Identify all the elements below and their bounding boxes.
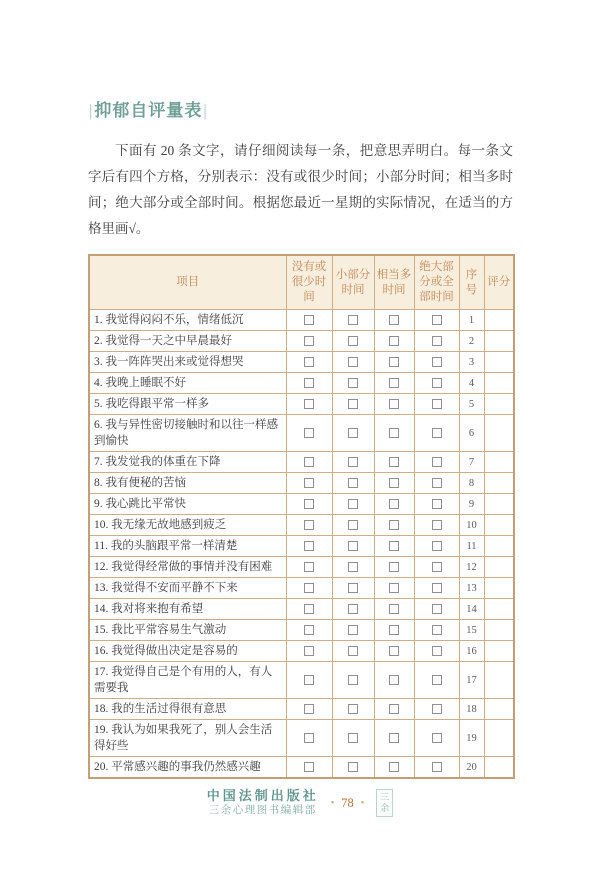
checkbox[interactable] [304, 315, 314, 325]
option-cell[interactable] [374, 578, 414, 599]
row-seq: 4 [459, 373, 484, 394]
table-row [89, 536, 514, 557]
checkbox[interactable] [389, 604, 399, 614]
option-cell[interactable] [286, 699, 332, 720]
checkbox[interactable] [432, 399, 442, 409]
checkbox[interactable] [432, 478, 442, 488]
page-number-right-dot: • [360, 797, 365, 809]
table-row [89, 352, 514, 373]
checkbox[interactable] [304, 646, 314, 656]
survey-table-body [89, 310, 514, 779]
row-score [484, 599, 514, 620]
option-cell[interactable] [414, 494, 459, 515]
item-text: 16. 我觉得做出决定是容易的 [89, 641, 286, 662]
checkbox[interactable] [432, 583, 442, 593]
option-cell[interactable] [286, 373, 332, 394]
publisher-name: 中国法制出版社 [206, 788, 319, 803]
option-cell[interactable] [286, 494, 332, 515]
table-row [89, 641, 514, 662]
table-row [89, 494, 514, 515]
row-seq: 20 [459, 757, 484, 779]
checkbox[interactable] [348, 583, 358, 593]
option-cell[interactable] [374, 452, 414, 473]
checkbox[interactable] [389, 357, 399, 367]
option-cell[interactable] [332, 620, 374, 641]
row-seq: 3 [459, 352, 484, 373]
checkbox[interactable] [389, 675, 399, 685]
option-cell[interactable] [374, 620, 414, 641]
row-seq: 13 [459, 578, 484, 599]
row-score [484, 536, 514, 557]
item-text: 1. 我觉得闷闷不乐，情绪低沉 [89, 310, 286, 331]
option-cell[interactable] [286, 515, 332, 536]
column-header-5: 序号 [459, 255, 484, 310]
option-cell[interactable] [332, 331, 374, 352]
checkbox[interactable] [432, 428, 442, 438]
option-cell[interactable] [332, 373, 374, 394]
checkbox[interactable] [389, 457, 399, 467]
row-seq: 7 [459, 452, 484, 473]
checkbox[interactable] [348, 428, 358, 438]
table-row [89, 578, 514, 599]
option-cell[interactable] [374, 373, 414, 394]
checkbox[interactable] [348, 378, 358, 388]
option-cell[interactable] [374, 473, 414, 494]
item-text: 18. 我的生活过得很有意思 [89, 699, 286, 720]
checkbox[interactable] [348, 499, 358, 509]
checkbox[interactable] [389, 583, 399, 593]
checkbox[interactable] [432, 604, 442, 614]
option-cell[interactable] [332, 310, 374, 331]
checkbox[interactable] [348, 336, 358, 346]
option-cell[interactable] [332, 720, 374, 757]
table-row [89, 473, 514, 494]
checkbox[interactable] [348, 315, 358, 325]
item-text: 14. 我对将来抱有希望 [89, 599, 286, 620]
checkbox[interactable] [304, 562, 314, 572]
row-seq: 8 [459, 473, 484, 494]
checkbox[interactable] [348, 399, 358, 409]
option-cell[interactable] [374, 720, 414, 757]
table-row [89, 452, 514, 473]
item-text: 3. 我一阵阵哭出来或觉得想哭 [89, 352, 286, 373]
survey-table [88, 254, 515, 779]
checkbox[interactable] [348, 625, 358, 635]
checkbox[interactable] [348, 357, 358, 367]
option-cell[interactable] [332, 699, 374, 720]
row-score [484, 352, 514, 373]
checkbox[interactable] [432, 336, 442, 346]
checkbox[interactable] [348, 704, 358, 714]
checkbox[interactable] [389, 541, 399, 551]
option-cell[interactable] [332, 473, 374, 494]
option-cell[interactable] [414, 415, 459, 452]
checkbox[interactable] [348, 457, 358, 467]
table-row [89, 757, 514, 779]
checkbox[interactable] [304, 675, 314, 685]
item-text: 5. 我吃得跟平常一样多 [89, 394, 286, 415]
option-cell[interactable] [332, 599, 374, 620]
page-footer [0, 788, 600, 818]
table-row [89, 720, 514, 757]
option-cell[interactable] [286, 757, 332, 779]
option-cell[interactable] [374, 494, 414, 515]
option-cell[interactable] [414, 515, 459, 536]
option-cell[interactable] [332, 352, 374, 373]
row-score [484, 415, 514, 452]
column-header-4: 绝大部分或全部时间 [414, 255, 459, 310]
checkbox[interactable] [304, 336, 314, 346]
checkbox[interactable] [348, 733, 358, 743]
option-cell[interactable] [414, 699, 459, 720]
item-text: 19. 我认为如果我死了，别人会生活得好些 [89, 720, 286, 757]
option-cell[interactable] [374, 394, 414, 415]
row-seq: 15 [459, 620, 484, 641]
checkbox[interactable] [348, 646, 358, 656]
option-cell[interactable] [414, 373, 459, 394]
option-cell[interactable] [286, 473, 332, 494]
checkbox[interactable] [432, 704, 442, 714]
checkbox[interactable] [304, 583, 314, 593]
item-text: 12. 我觉得经常做的事情并没有困难 [89, 557, 286, 578]
seal-bottom-char: 余 [380, 803, 390, 813]
item-text: 7. 我发觉我的体重在下降 [89, 452, 286, 473]
option-cell[interactable] [332, 662, 374, 699]
row-score [484, 310, 514, 331]
table-row [89, 310, 514, 331]
option-cell[interactable] [414, 557, 459, 578]
row-score [484, 473, 514, 494]
table-row [89, 557, 514, 578]
checkbox[interactable] [389, 428, 399, 438]
item-text: 17. 我觉得自己是个有用的人，有人需要我 [89, 662, 286, 699]
row-score [484, 578, 514, 599]
checkbox[interactable] [304, 357, 314, 367]
item-text: 10. 我无缘无故地感到疲乏 [89, 515, 286, 536]
option-cell[interactable] [286, 415, 332, 452]
checkbox[interactable] [348, 762, 358, 772]
page-content [88, 96, 513, 779]
checkbox[interactable] [432, 520, 442, 530]
checkbox[interactable] [389, 399, 399, 409]
column-header-3: 相当多时间 [374, 255, 414, 310]
table-row [89, 331, 514, 352]
checkbox[interactable] [389, 478, 399, 488]
option-cell[interactable] [332, 578, 374, 599]
option-cell[interactable] [414, 352, 459, 373]
page-number-left-dot: • [330, 797, 335, 809]
row-score [484, 641, 514, 662]
option-cell[interactable] [414, 620, 459, 641]
page-title-text: 抑郁自评量表 [94, 101, 203, 120]
row-seq: 18 [459, 699, 484, 720]
checkbox[interactable] [304, 457, 314, 467]
checkbox[interactable] [432, 733, 442, 743]
checkbox[interactable] [304, 399, 314, 409]
option-cell[interactable] [286, 352, 332, 373]
checkbox[interactable] [432, 762, 442, 772]
checkbox[interactable] [304, 499, 314, 509]
option-cell[interactable] [332, 557, 374, 578]
row-score [484, 699, 514, 720]
checkbox[interactable] [432, 378, 442, 388]
checkbox[interactable] [389, 499, 399, 509]
item-text: 11. 我的头脑跟平常一样清楚 [89, 536, 286, 557]
checkbox[interactable] [304, 478, 314, 488]
option-cell[interactable] [286, 720, 332, 757]
table-row [89, 515, 514, 536]
option-cell[interactable] [286, 620, 332, 641]
row-seq: 9 [459, 494, 484, 515]
option-cell[interactable] [332, 494, 374, 515]
option-cell[interactable] [374, 352, 414, 373]
option-cell[interactable] [414, 452, 459, 473]
item-text: 20. 平常感兴趣的事我仍然感兴趣 [89, 757, 286, 779]
option-cell[interactable] [332, 394, 374, 415]
row-score [484, 452, 514, 473]
row-seq: 10 [459, 515, 484, 536]
checkbox[interactable] [432, 457, 442, 467]
row-seq: 16 [459, 641, 484, 662]
checkbox[interactable] [348, 478, 358, 488]
option-cell[interactable] [374, 310, 414, 331]
table-row [89, 415, 514, 452]
option-cell[interactable] [332, 452, 374, 473]
survey-table-head [89, 255, 514, 310]
checkbox[interactable] [389, 762, 399, 772]
option-cell[interactable] [374, 641, 414, 662]
option-cell[interactable] [374, 662, 414, 699]
checkbox[interactable] [304, 733, 314, 743]
title-right-bar: | [203, 101, 208, 120]
publisher-seal [376, 789, 393, 817]
row-score [484, 720, 514, 757]
row-score [484, 494, 514, 515]
option-cell[interactable] [286, 578, 332, 599]
checkbox[interactable] [304, 378, 314, 388]
option-cell[interactable] [374, 557, 414, 578]
checkbox[interactable] [389, 646, 399, 656]
row-score [484, 394, 514, 415]
checkbox[interactable] [348, 604, 358, 614]
checkbox[interactable] [304, 762, 314, 772]
option-cell[interactable] [332, 641, 374, 662]
option-cell[interactable] [414, 757, 459, 779]
row-seq: 5 [459, 394, 484, 415]
option-cell[interactable] [374, 757, 414, 779]
option-cell[interactable] [414, 331, 459, 352]
checkbox[interactable] [304, 625, 314, 635]
option-cell[interactable] [286, 452, 332, 473]
page-number-group [331, 796, 365, 811]
row-score [484, 757, 514, 779]
checkbox[interactable] [389, 704, 399, 714]
checkbox[interactable] [432, 625, 442, 635]
option-cell[interactable] [286, 536, 332, 557]
option-cell[interactable] [414, 641, 459, 662]
row-seq: 12 [459, 557, 484, 578]
row-seq: 2 [459, 331, 484, 352]
option-cell[interactable] [286, 599, 332, 620]
page-title [88, 96, 513, 121]
option-cell[interactable] [286, 394, 332, 415]
row-seq: 19 [459, 720, 484, 757]
table-row [89, 699, 514, 720]
checkbox[interactable] [348, 562, 358, 572]
item-text: 8. 我有便秘的苦恼 [89, 473, 286, 494]
instructions-paragraph: 下面有 20 条文字，请仔细阅读每一条，把意思弄明白。每一条文字后有四个方格，分别表示：没有或很少时间；小部分时间；相当多时间；绝大部分或全部时间。根据您最近一星期的实际情况，在适当的方格里画√。 [88, 143, 513, 236]
column-header-2: 小部分时间 [332, 255, 374, 310]
option-cell[interactable] [286, 557, 332, 578]
checkbox[interactable] [432, 315, 442, 325]
table-row [89, 373, 514, 394]
option-cell[interactable] [414, 473, 459, 494]
checkbox[interactable] [389, 520, 399, 530]
column-header-1: 没有或很少时间 [286, 255, 332, 310]
option-cell[interactable] [332, 415, 374, 452]
row-score [484, 557, 514, 578]
checkbox[interactable] [389, 733, 399, 743]
row-seq: 14 [459, 599, 484, 620]
publisher-block [207, 788, 319, 818]
checkbox[interactable] [432, 541, 442, 551]
table-row [89, 394, 514, 415]
row-score [484, 620, 514, 641]
row-seq: 17 [459, 662, 484, 699]
checkbox[interactable] [304, 520, 314, 530]
option-cell[interactable] [414, 599, 459, 620]
column-header-6: 评分 [484, 255, 514, 310]
row-score [484, 373, 514, 394]
item-text: 9. 我心跳比平常快 [89, 494, 286, 515]
option-cell[interactable] [374, 699, 414, 720]
option-cell[interactable] [332, 536, 374, 557]
option-cell[interactable] [286, 662, 332, 699]
publisher-department: 三余心理图书编辑部 [208, 805, 317, 816]
option-cell[interactable] [374, 415, 414, 452]
title-left-bar: | [89, 101, 94, 120]
checkbox[interactable] [432, 675, 442, 685]
option-cell[interactable] [332, 757, 374, 779]
table-row [89, 620, 514, 641]
checkbox[interactable] [304, 704, 314, 714]
checkbox[interactable] [348, 520, 358, 530]
row-seq: 1 [459, 310, 484, 331]
item-text: 15. 我比平常容易生气激动 [89, 620, 286, 641]
header-row [89, 255, 514, 310]
row-seq: 6 [459, 415, 484, 452]
option-cell[interactable] [414, 720, 459, 757]
option-cell[interactable] [414, 394, 459, 415]
checkbox[interactable] [432, 646, 442, 656]
checkbox[interactable] [304, 541, 314, 551]
checkbox[interactable] [389, 378, 399, 388]
table-row [89, 662, 514, 699]
option-cell[interactable] [414, 662, 459, 699]
row-score [484, 515, 514, 536]
item-text: 4. 我晚上睡眠不好 [89, 373, 286, 394]
option-cell[interactable] [286, 331, 332, 352]
checkbox[interactable] [432, 499, 442, 509]
option-cell[interactable] [414, 310, 459, 331]
option-cell[interactable] [332, 515, 374, 536]
seal-top-char: 三 [380, 792, 390, 802]
item-text: 13. 我觉得不安而平静不下来 [89, 578, 286, 599]
checkbox[interactable] [304, 428, 314, 438]
option-cell[interactable] [374, 536, 414, 557]
item-text: 2. 我觉得一天之中早晨最好 [89, 331, 286, 352]
option-cell[interactable] [286, 310, 332, 331]
column-header-0: 项目 [89, 255, 286, 310]
option-cell[interactable] [374, 331, 414, 352]
checkbox[interactable] [389, 336, 399, 346]
option-cell[interactable] [414, 536, 459, 557]
option-cell[interactable] [414, 578, 459, 599]
checkbox[interactable] [389, 315, 399, 325]
table-row [89, 599, 514, 620]
row-score [484, 331, 514, 352]
option-cell[interactable] [374, 599, 414, 620]
option-cell[interactable] [286, 641, 332, 662]
row-seq: 11 [459, 536, 484, 557]
row-score [484, 662, 514, 699]
page-number: 78 [341, 795, 354, 810]
checkbox[interactable] [389, 625, 399, 635]
checkbox[interactable] [304, 604, 314, 614]
checkbox[interactable] [348, 541, 358, 551]
checkbox[interactable] [432, 357, 442, 367]
checkbox[interactable] [432, 562, 442, 572]
checkbox[interactable] [389, 562, 399, 572]
option-cell[interactable] [374, 515, 414, 536]
item-text: 6. 我与异性密切接触时和以往一样感到愉快 [89, 415, 286, 452]
checkbox[interactable] [348, 675, 358, 685]
